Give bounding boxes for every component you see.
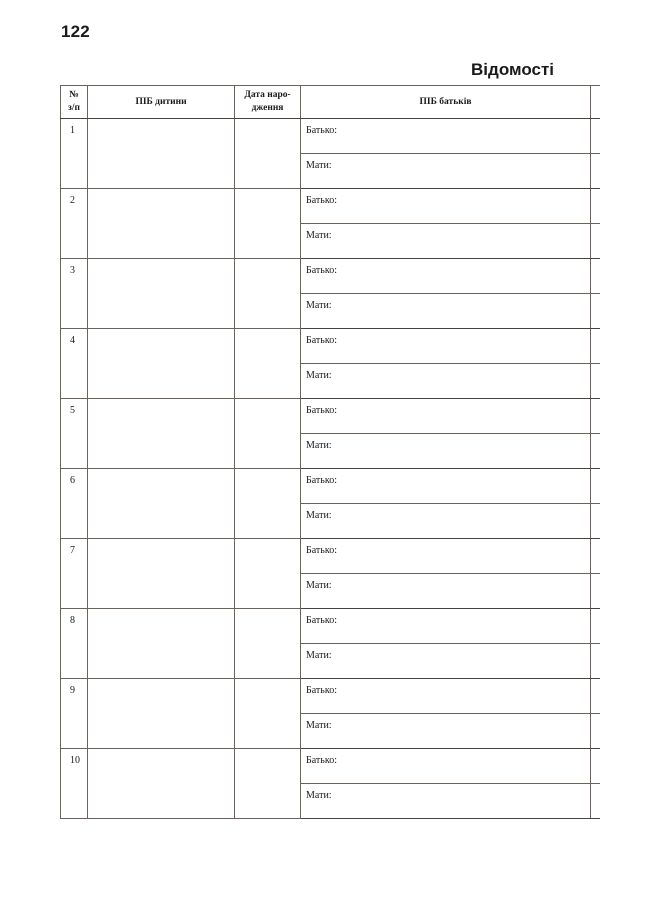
birth-date-cell[interactable] [235, 609, 301, 679]
mother-cell[interactable] [301, 434, 591, 469]
father-label: Батько: [306, 125, 337, 136]
child-name-cell[interactable] [88, 189, 235, 259]
extra-cell [591, 609, 601, 644]
extra-cell [591, 399, 601, 434]
row-number: 2 [61, 189, 88, 259]
mother-cell[interactable] [301, 644, 591, 679]
page-title: Відомості [471, 60, 554, 79]
birth-date-cell[interactable] [235, 469, 301, 539]
father-label: Батько: [306, 475, 337, 486]
father-label: Батько: [306, 685, 337, 696]
mother-cell[interactable] [301, 714, 591, 749]
child-name-cell[interactable] [88, 749, 235, 819]
child-name-cell[interactable] [88, 329, 235, 399]
extra-cell [591, 679, 601, 714]
extra-cell [591, 749, 601, 784]
row-number: 5 [61, 399, 88, 469]
father-cell[interactable] [301, 329, 591, 364]
birth-date-cell[interactable] [235, 119, 301, 189]
mother-label: Мати: [306, 300, 332, 311]
extra-cell [591, 294, 601, 329]
mother-label: Мати: [306, 160, 332, 171]
extra-cell [591, 189, 601, 224]
father-cell[interactable] [301, 189, 591, 224]
extra-cell [591, 364, 601, 399]
child-name-cell[interactable] [88, 609, 235, 679]
records-table [60, 85, 600, 819]
father-label: Батько: [306, 195, 337, 206]
father-label: Батько: [306, 335, 337, 346]
table-row [61, 749, 601, 784]
table-row [61, 399, 601, 434]
row-number: 10 [61, 749, 88, 819]
extra-cell [591, 259, 601, 294]
table-header-row [61, 86, 601, 119]
header-number-line2: з/п [68, 103, 80, 113]
father-cell[interactable] [301, 679, 591, 714]
row-number: 8 [61, 609, 88, 679]
mother-cell[interactable] [301, 154, 591, 189]
father-label: Батько: [306, 755, 337, 766]
extra-cell [591, 224, 601, 259]
birth-date-cell[interactable] [235, 749, 301, 819]
mother-label: Мати: [306, 720, 332, 731]
table-row [61, 469, 601, 504]
father-label: Батько: [306, 265, 337, 276]
birth-date-cell[interactable] [235, 259, 301, 329]
extra-cell [591, 119, 601, 154]
mother-cell[interactable] [301, 224, 591, 259]
birth-date-cell[interactable] [235, 189, 301, 259]
birth-date-cell[interactable] [235, 539, 301, 609]
extra-cell [591, 434, 601, 469]
mother-cell[interactable] [301, 294, 591, 329]
mother-label: Мати: [306, 650, 332, 661]
mother-label: Мати: [306, 370, 332, 381]
row-number: 3 [61, 259, 88, 329]
father-label: Батько: [306, 405, 337, 416]
father-cell[interactable] [301, 469, 591, 504]
father-cell[interactable] [301, 259, 591, 294]
table-row [61, 609, 601, 644]
father-cell[interactable] [301, 539, 591, 574]
father-cell[interactable] [301, 399, 591, 434]
mother-cell[interactable] [301, 364, 591, 399]
table-row [61, 679, 601, 714]
page-number: 122 [61, 22, 90, 41]
row-number: 4 [61, 329, 88, 399]
extra-cell [591, 574, 601, 609]
row-number: 6 [61, 469, 88, 539]
records-table-container [60, 85, 600, 841]
father-label: Батько: [306, 545, 337, 556]
table-row [61, 539, 601, 574]
birth-date-cell[interactable] [235, 329, 301, 399]
extra-cell [591, 154, 601, 189]
mother-label: Мати: [306, 510, 332, 521]
row-number: 7 [61, 539, 88, 609]
header-parents-name: ПІБ батьків [301, 86, 591, 119]
header-child-name: ПІБ дитини [88, 86, 235, 119]
table-row [61, 119, 601, 154]
mother-cell[interactable] [301, 574, 591, 609]
father-cell[interactable] [301, 609, 591, 644]
table-body [61, 119, 601, 819]
table-row [61, 189, 601, 224]
extra-cell [591, 714, 601, 749]
header-number-line1: № [69, 90, 79, 100]
father-cell[interactable] [301, 119, 591, 154]
mother-cell[interactable] [301, 784, 591, 819]
row-number: 1 [61, 119, 88, 189]
mother-label: Мати: [306, 230, 332, 241]
table-row [61, 329, 601, 364]
father-label: Батько: [306, 615, 337, 626]
child-name-cell[interactable] [88, 119, 235, 189]
child-name-cell[interactable] [88, 259, 235, 329]
extra-cell [591, 644, 601, 679]
birth-date-cell[interactable] [235, 399, 301, 469]
extra-cell [591, 469, 601, 504]
father-cell[interactable] [301, 749, 591, 784]
child-name-cell[interactable] [88, 469, 235, 539]
header-birth-date-line2: дження [251, 103, 284, 113]
mother-label: Мати: [306, 790, 332, 801]
mother-label: Мати: [306, 580, 332, 591]
birth-date-cell[interactable] [235, 679, 301, 749]
child-name-cell[interactable] [88, 539, 235, 609]
header-extra [591, 86, 601, 119]
table-row [61, 259, 601, 294]
extra-cell [591, 329, 601, 364]
extra-cell [591, 784, 601, 819]
header-birth-date [235, 86, 301, 119]
header-number [61, 86, 88, 119]
child-name-cell[interactable] [88, 679, 235, 749]
mother-label: Мати: [306, 440, 332, 451]
extra-cell [591, 539, 601, 574]
mother-cell[interactable] [301, 504, 591, 539]
extra-cell [591, 504, 601, 539]
header-birth-date-line1: Дата наро- [244, 90, 291, 100]
row-number: 9 [61, 679, 88, 749]
child-name-cell[interactable] [88, 399, 235, 469]
